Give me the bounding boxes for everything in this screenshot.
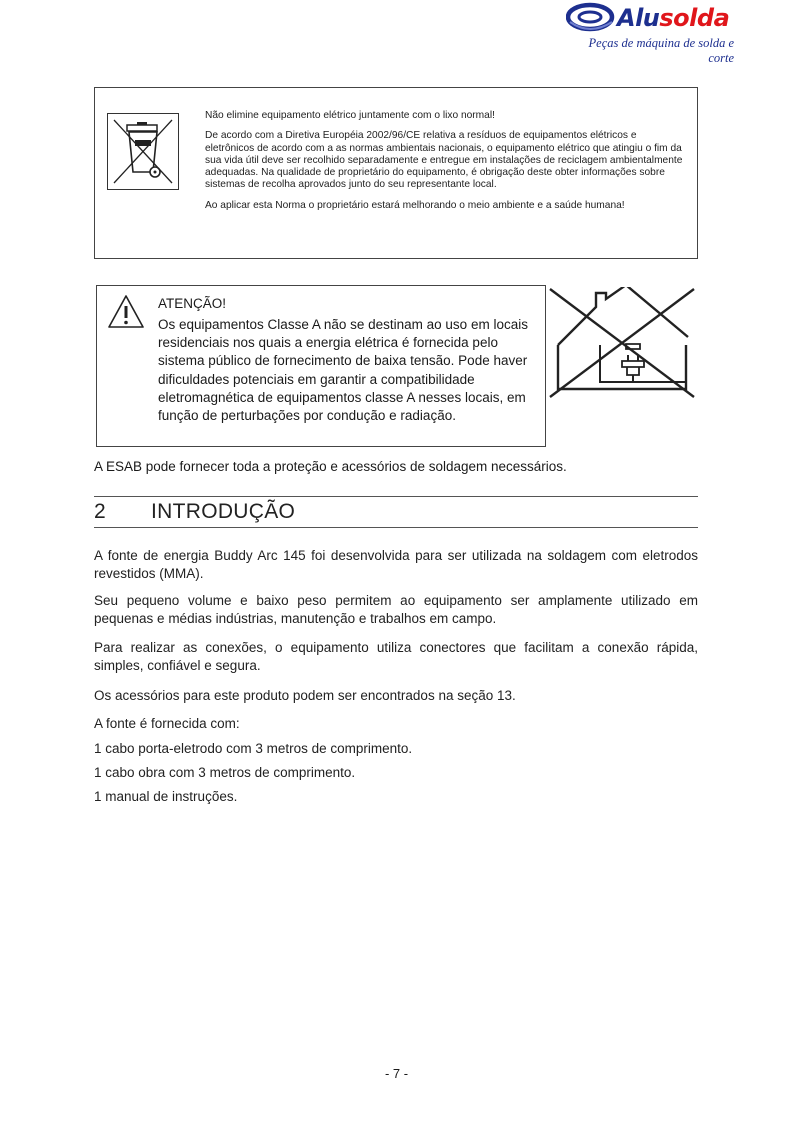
page-number: - 7 - [384, 1066, 409, 1081]
logo-wordmark [617, 4, 729, 32]
weee-paragraph-1: Não elimine equipamento elétrico juntamente com o lixo normal! [205, 110, 495, 121]
supplied-item-1: 1 cabo porta-eletrodo com 3 metros de comprimento. [94, 741, 413, 756]
supplied-with-label: A fonte é fornecida com: [94, 716, 240, 731]
crossed-out-house-plug-icon [548, 287, 696, 399]
class-a-warning-box [96, 285, 546, 447]
alusolda-logo [566, 2, 736, 65]
esab-note: A ESAB pode fornecer toda a proteção e acessórios de soldagem necessários. [94, 459, 567, 474]
weee-notice-box [94, 87, 698, 259]
logo-tagline: Peças de máquina de solda e corte [588, 36, 734, 65]
logo-swoosh-icon [566, 2, 620, 36]
supplied-item-3: 1 manual de instruções. [94, 789, 238, 804]
intro-paragraph-4: Os acessórios para este produto podem ser encontrados na seção 13. [94, 688, 516, 703]
weee-paragraph-3: Ao aplicar esta Norma o proprietário estará melhorando o meio ambiente e a saúde humana! [205, 199, 625, 211]
logo-word-primary: Alu [617, 4, 660, 32]
section-number: 2 [94, 500, 106, 523]
weee-text [205, 110, 685, 220]
section-title: INTRODUÇÃO [151, 500, 296, 523]
logo-word-accent: solda [659, 4, 730, 32]
warning-body: Os equipamentos Classe A não se destinam ao uso em locais residenciais nos quais a energia elétrica é fornecida pelo sistema público de fornecimento de baixa tensão. Pode haver dificuldades potenciais em garantir a compatibilidade eletromagnética de equipamentos classe A nesses locais, em função de perturbações por condução e radiação. [158, 317, 528, 424]
intro-paragraph-2: Seu pequeno volume e baixo peso permitem ao equipamento ser amplamente utilizado em pequenas e médias indústrias, manutenção e trabalhos em campo. [94, 593, 698, 626]
intro-paragraph-1: A fonte de energia Buddy Arc 145 foi desenvolvida para ser utilizada na soldagem com eletrodos revestidos (MMA). [94, 548, 698, 581]
warning-triangle-icon [107, 294, 145, 330]
intro-paragraph-3: Para realizar as conexões, o equipamento utiliza conectores que facilitam a conexão rápida, simples, confiável e segura. [94, 640, 698, 673]
section-rule-bottom [94, 527, 698, 528]
section-rule-top [94, 496, 698, 497]
warning-title: ATENÇÃO! [158, 296, 227, 311]
supplied-item-2: 1 cabo obra com 3 metros de comprimento. [94, 765, 356, 780]
crossed-out-bin-icon [107, 113, 179, 190]
weee-paragraph-2: De acordo com a Diretiva Européia 2002/96/CE relativa a resíduos de equipamentos elétricos e eletrônicos de acordo com a as normas ambientais nacionais, o equipamento elétrico que atingiu o fim da sua vida útil deve ser recolhido separadamente e entregue em instalações de reciclagem ambientalmente adequadas. Na qualidade de proprietário do equipamento, é obrigação deste obter informações sobre sistemas de recolha aprovados junto do seu representante local. [205, 130, 683, 191]
